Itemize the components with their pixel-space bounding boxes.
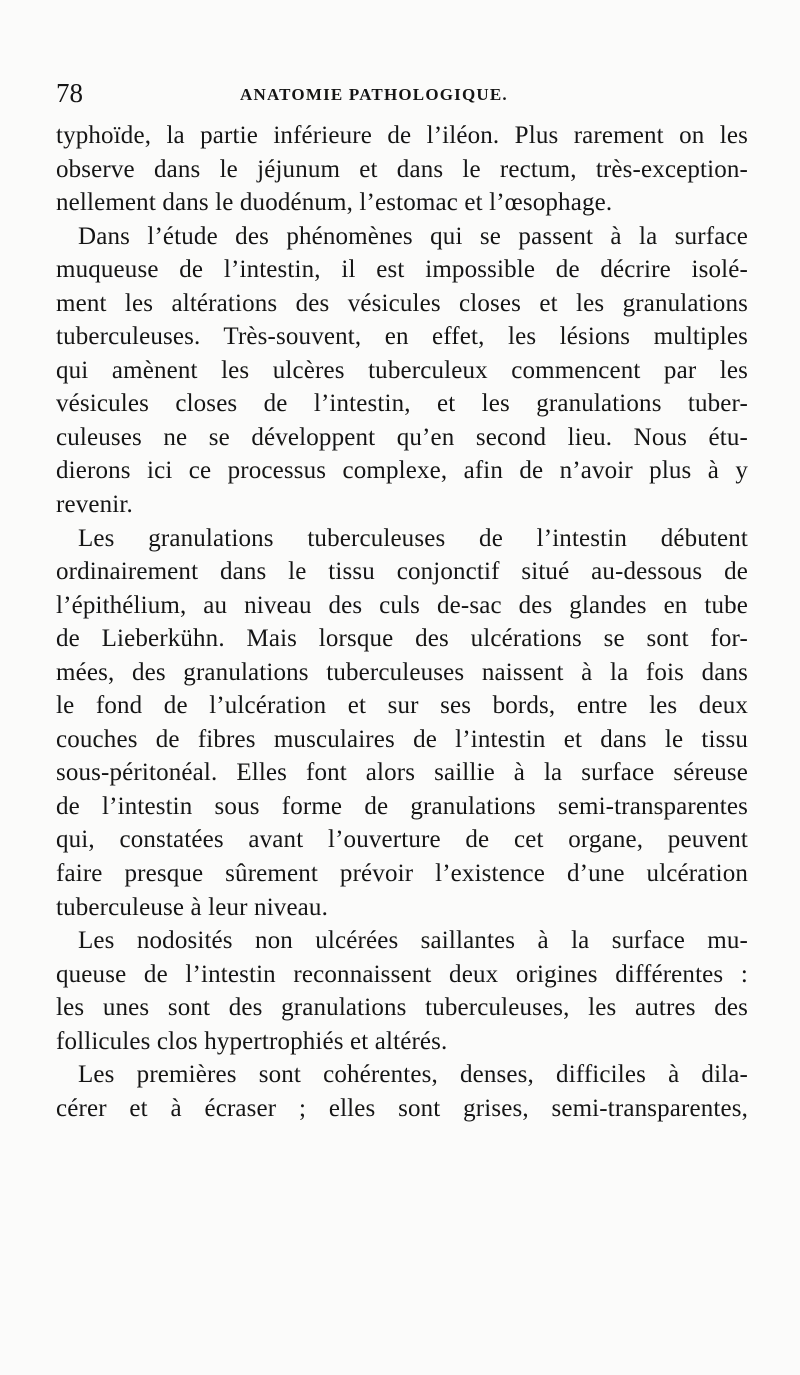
body-text [56, 119, 748, 1125]
text-line: cérer et à écraser ; elles sont grises, semi-transparentes, [56, 1094, 748, 1122]
text-line: dierons ici ce processus complexe, afin de n’avoir plus à y [56, 457, 748, 485]
text-line: nellement dans le duodénum, l’estomac et l’œsophage. [56, 189, 613, 217]
paragraph-start-line: Les granulations tuberculeuses de l’intestin débutent [78, 524, 748, 552]
paragraph-start-line: Dans l’étude des phénomènes qui se passent à la surface [78, 222, 748, 250]
text-line: qui, constatées avant l’ouverture de cet organe, peuvent [56, 826, 748, 854]
text-line: de l’intestin sous forme de granulations semi-transparentes [56, 792, 748, 820]
text-line: follicules clos hypertrophiés et altérés. [56, 1027, 448, 1055]
text-line: ordinairement dans le tissu conjonctif situé au-dessous de [56, 558, 748, 586]
text-line: l’épithélium, au niveau des culs de-sac des glandes en tube [56, 591, 748, 619]
text-line: le fond de l’ulcération et sur ses bords, entre les deux [56, 692, 748, 720]
text-line: couches de fibres musculaires de l’intestin et dans le tissu [56, 725, 748, 753]
running-header [56, 78, 746, 108]
text-line: sous-péritonéal. Elles font alors saillie à la surface séreuse [56, 759, 748, 787]
text-line: muqueuse de l’intestin, il est impossible de décrire isolé- [56, 256, 748, 284]
text-line: qui amènent les ulcères tuberculeux commencent par les [56, 356, 748, 384]
text-line: tuberculeuse à leur niveau. [56, 893, 328, 921]
text-line: culeuses ne se développent qu’en second lieu. Nous étu- [56, 423, 748, 451]
text-line: mées, des granulations tuberculeuses naissent à la fois dans [56, 658, 748, 686]
text-line: revenir. [56, 491, 133, 519]
page-number: 78 [56, 78, 83, 108]
text-line: vésicules closes de l’intestin, et les granulations tuber- [56, 390, 748, 418]
paragraph-start-line: Les nodosités non ulcérées saillantes à la surface mu- [78, 927, 748, 955]
text-line: typhoïde, la partie inférieure de l’iléon. Plus rarement on les [56, 122, 748, 149]
text-line: ment les altérations des vésicules closes et les granulations [56, 289, 748, 317]
paragraph-start-line: Les premières sont cohérentes, denses, difficiles à dila- [78, 1061, 748, 1089]
text-line: tuberculeuses. Très-souvent, en effet, les lésions multiples [56, 323, 748, 351]
text-line: de Lieberkühn. Mais lorsque des ulcérations se sont for- [56, 625, 748, 653]
running-title: ANATOMIE PATHOLOGIQUE. [240, 85, 508, 104]
text-line: les unes sont des granulations tuberculeuses, les autres des [56, 994, 748, 1022]
text-line: queuse de l’intestin reconnaissent deux origines différentes : [56, 960, 748, 988]
text-line: observe dans le jéjunum et dans le rectum, très-exception- [56, 155, 748, 183]
text-line: faire presque sûrement prévoir l’existence d’une ulcération [56, 860, 748, 888]
